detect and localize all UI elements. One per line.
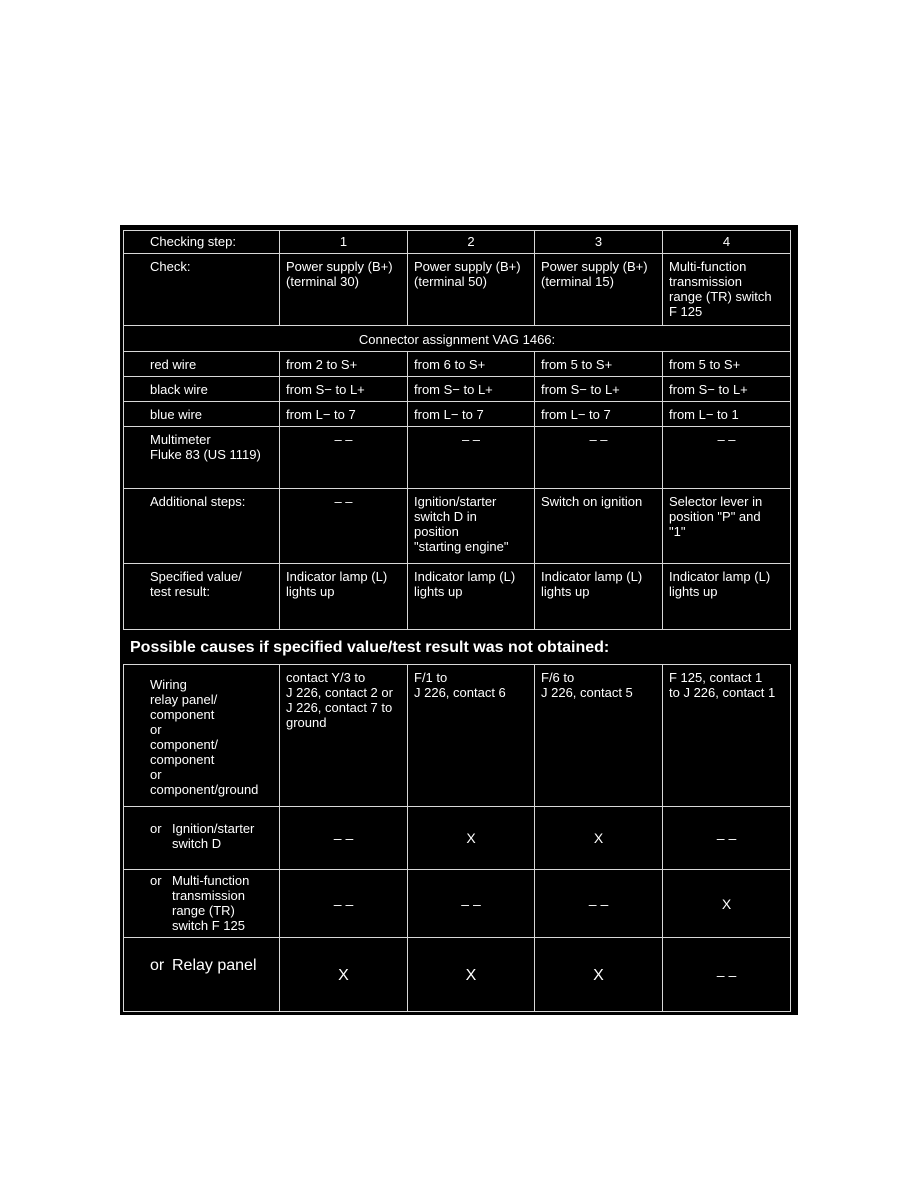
- specified-value-cell: Indicator lamp (L) lights up: [280, 564, 408, 630]
- blue-wire-cell: from L− to 7: [535, 402, 663, 427]
- tr-switch-cell: – –: [280, 870, 408, 938]
- table-row: [124, 807, 791, 870]
- blue-wire-label: blue wire: [124, 402, 280, 427]
- blue-wire-cell: from L− to 7: [408, 402, 535, 427]
- black-wire-cell: from S− to L+: [280, 377, 408, 402]
- step-number: 3: [535, 231, 663, 254]
- additional-steps-cell: Ignition/starter switch D in position "starting engine": [408, 489, 535, 564]
- multimeter-cell: – –: [535, 427, 663, 489]
- multimeter-label: Multimeter Fluke 83 (US 1119): [124, 427, 280, 489]
- relay-panel-label-cell: [124, 938, 280, 1012]
- table-row: [124, 938, 791, 1012]
- table-row: [124, 377, 791, 402]
- additional-steps-cell: Switch on ignition: [535, 489, 663, 564]
- red-wire-cell: from 2 to S+: [280, 352, 408, 377]
- black-wire-cell: from S− to L+: [408, 377, 535, 402]
- black-wire-label: black wire: [124, 377, 280, 402]
- checking-step-label: Checking step:: [124, 231, 280, 254]
- tr-switch-label: Multi-function transmission range (TR) switch F 125: [172, 873, 250, 933]
- step-number: 2: [408, 231, 535, 254]
- table-row: [124, 402, 791, 427]
- check-cell: Multi-function transmission range (TR) switch F 125: [663, 254, 791, 326]
- possible-causes-table: [123, 664, 790, 1012]
- table-row: [124, 254, 791, 326]
- connector-assignment-heading: Connector assignment VAG 1466:: [124, 326, 791, 352]
- or-label: or: [150, 873, 162, 888]
- specified-value-cell: Indicator lamp (L) lights up: [408, 564, 535, 630]
- tr-switch-cell: X: [663, 870, 791, 938]
- ignition-switch-label-cell: [124, 807, 280, 870]
- table-row: [124, 564, 791, 630]
- ignition-cell: – –: [663, 807, 791, 870]
- black-wire-cell: from S− to L+: [663, 377, 791, 402]
- ignition-cell: X: [535, 807, 663, 870]
- specified-value-cell: Indicator lamp (L) lights up: [663, 564, 791, 630]
- or-label: or: [150, 821, 162, 836]
- check-cell: Power supply (B+) (terminal 50): [408, 254, 535, 326]
- ignition-cell: X: [408, 807, 535, 870]
- relay-panel-cell: X: [408, 938, 535, 1012]
- multimeter-cell: – –: [663, 427, 791, 489]
- tr-switch-cell: – –: [535, 870, 663, 938]
- multimeter-cell: – –: [408, 427, 535, 489]
- multimeter-cell: – –: [280, 427, 408, 489]
- wiring-cell: F/6 to J 226, contact 5: [535, 665, 663, 807]
- ignition-cell: – –: [280, 807, 408, 870]
- specified-value-cell: Indicator lamp (L) lights up: [535, 564, 663, 630]
- or-label: or: [150, 957, 165, 974]
- check-label: Check:: [124, 254, 280, 326]
- wiring-cell: contact Y/3 to J 226, contact 2 or J 226, contact 7 to ground: [280, 665, 408, 807]
- step-number: 1: [280, 231, 408, 254]
- relay-panel-cell: X: [535, 938, 663, 1012]
- specified-value-label: Specified value/ test result:: [124, 564, 280, 630]
- red-wire-label: red wire: [124, 352, 280, 377]
- diagnostic-table-panel: [120, 225, 798, 1015]
- relay-panel-cell: X: [280, 938, 408, 1012]
- check-cell: Power supply (B+) (terminal 30): [280, 254, 408, 326]
- ignition-switch-label: Ignition/starter switch D: [172, 821, 255, 851]
- wiring-cell: F/1 to J 226, contact 6: [408, 665, 535, 807]
- possible-causes-heading: Possible causes if specified value/test result was not obtained:: [130, 639, 610, 656]
- table-row: [124, 352, 791, 377]
- table-row: [124, 427, 791, 489]
- table-row: [124, 665, 791, 807]
- blue-wire-cell: from L− to 7: [280, 402, 408, 427]
- additional-steps-cell: – –: [280, 489, 408, 564]
- red-wire-cell: from 6 to S+: [408, 352, 535, 377]
- tr-switch-label-cell: [124, 870, 280, 938]
- check-cell: Power supply (B+) (terminal 15): [535, 254, 663, 326]
- additional-steps-cell: Selector lever in position "P" and "1": [663, 489, 791, 564]
- red-wire-cell: from 5 to S+: [663, 352, 791, 377]
- wiring-cell: F 125, contact 1 to J 226, contact 1: [663, 665, 791, 807]
- relay-panel-label: Relay panel: [172, 957, 257, 974]
- step-number: 4: [663, 231, 791, 254]
- wiring-label: Wiring relay panel/ component or component/ component or component/ground: [124, 665, 280, 807]
- relay-panel-cell: – –: [663, 938, 791, 1012]
- table-row: [124, 231, 791, 254]
- black-wire-cell: from S− to L+: [535, 377, 663, 402]
- tr-switch-cell: – –: [408, 870, 535, 938]
- table-row: [124, 489, 791, 564]
- blue-wire-cell: from L− to 1: [663, 402, 791, 427]
- table-row: [124, 870, 791, 938]
- checking-steps-table: [123, 230, 790, 630]
- table-row: [124, 326, 791, 352]
- red-wire-cell: from 5 to S+: [535, 352, 663, 377]
- additional-steps-label: Additional steps:: [124, 489, 280, 564]
